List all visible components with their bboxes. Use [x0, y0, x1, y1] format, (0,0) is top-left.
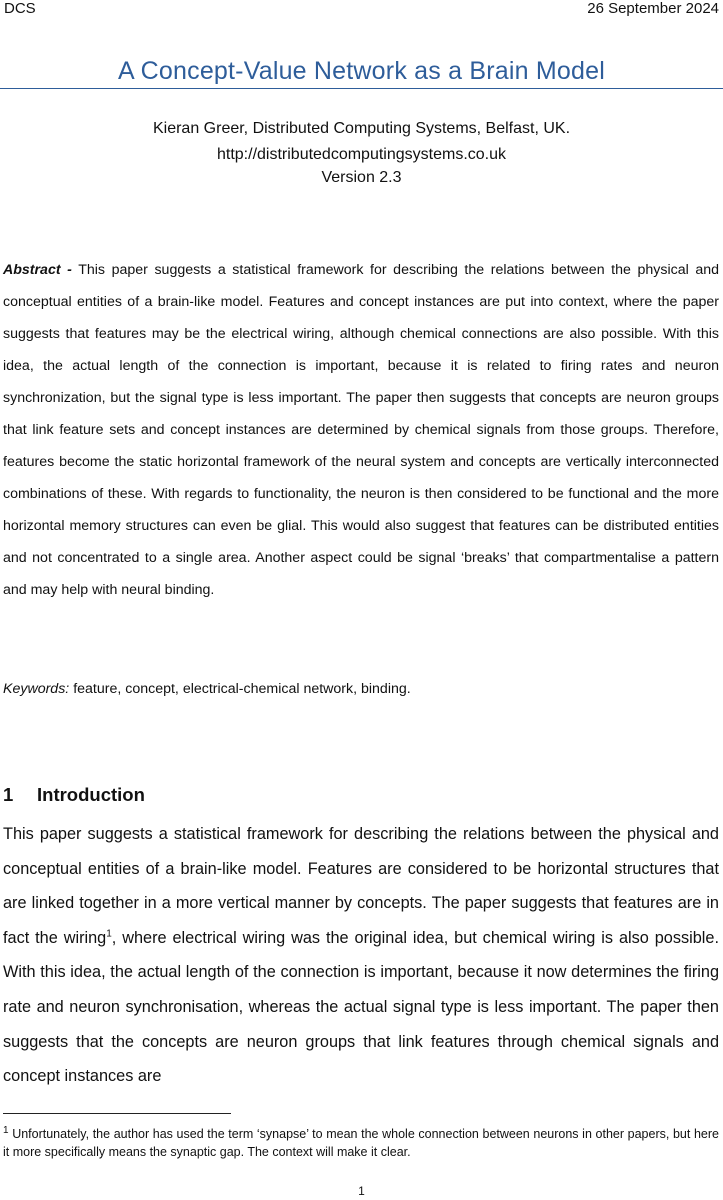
version-label: Version 2.3	[321, 169, 402, 186]
keywords	[3, 673, 719, 705]
paper-title: A Concept-Value Network as a Brain Model	[118, 57, 605, 85]
keywords-label: Keywords:	[3, 681, 70, 697]
running-header-date: 26 September 2024	[587, 0, 719, 17]
section-title: Introduction	[37, 784, 145, 805]
author-line: Kieran Greer, Distributed Computing Systems, Belfast, UK.	[152, 120, 571, 137]
author-url: http://distributedcomputingsystems.co.uk	[216, 146, 507, 163]
running-header-left: DCS	[4, 0, 36, 17]
footnote-reference[interactable]: 1	[106, 928, 112, 940]
footnote	[3, 1125, 719, 1161]
section-heading	[3, 780, 145, 810]
intro-text-after: , where electrical wiring was the original idea, but chemical wiring is also possible. With this idea, the actual length of the connection is important, because it now determines the firing rate and neuron synchronisation, whereas the actual signal type is less important. The paper then suggests that the concepts are neuron groups that link features through chemical signals and concept instances are	[3, 928, 719, 1086]
page-number: 1	[358, 1184, 365, 1198]
footnote-mark: 1	[3, 1124, 9, 1136]
intro-paragraph	[3, 817, 719, 1094]
keywords-text: feature, concept, electrical-chemical network, binding.	[73, 681, 411, 697]
abstract-text: This paper suggests a statistical framework for describing the relations between the physical and conceptual entities of a brain-like model. Features and concept instances are put into context, where the paper suggests that features may be the electrical wiring, although chemical connections are also possible. With this idea, the actual length of the connection is important, because it is related to firing rates and neuron synchronization, but the signal type is less important. The paper then suggests that concepts are neuron groups that link feature sets and concept instances are determined by chemical signals from those groups. Therefore, features become the static horizontal framework of the neural system and concepts are vertically interconnected combinations of these. With regards to functionality, the neuron is then considered to be functional and the more horizontal memory structures can even be glial. This would also suggest that features can be distributed entities and not concentrated to a single area. Another aspect could be signal ‘breaks’ that compartmentalise a pattern and may help with neural binding.	[3, 262, 719, 598]
abstract-label: Abstract -	[3, 262, 72, 278]
footnote-text: Unfortunately, the author has used the term ‘synapse’ to mean the whole connection between neurons in other papers, but here it more specifically means the synaptic gap. The context will make it clear.	[3, 1127, 719, 1159]
title-divider	[0, 88, 723, 89]
section-number: 1	[3, 784, 14, 805]
footnote-divider	[3, 1113, 231, 1114]
abstract	[3, 254, 719, 606]
intro-text-before: This paper suggests a statistical framework for describing the relations between the physical and conceptual entities of a brain-like model. Features are considered to be horizontal structures that are linked together in a more vertical manner by concepts. The paper suggests that features are in fact the wiring	[3, 825, 719, 947]
